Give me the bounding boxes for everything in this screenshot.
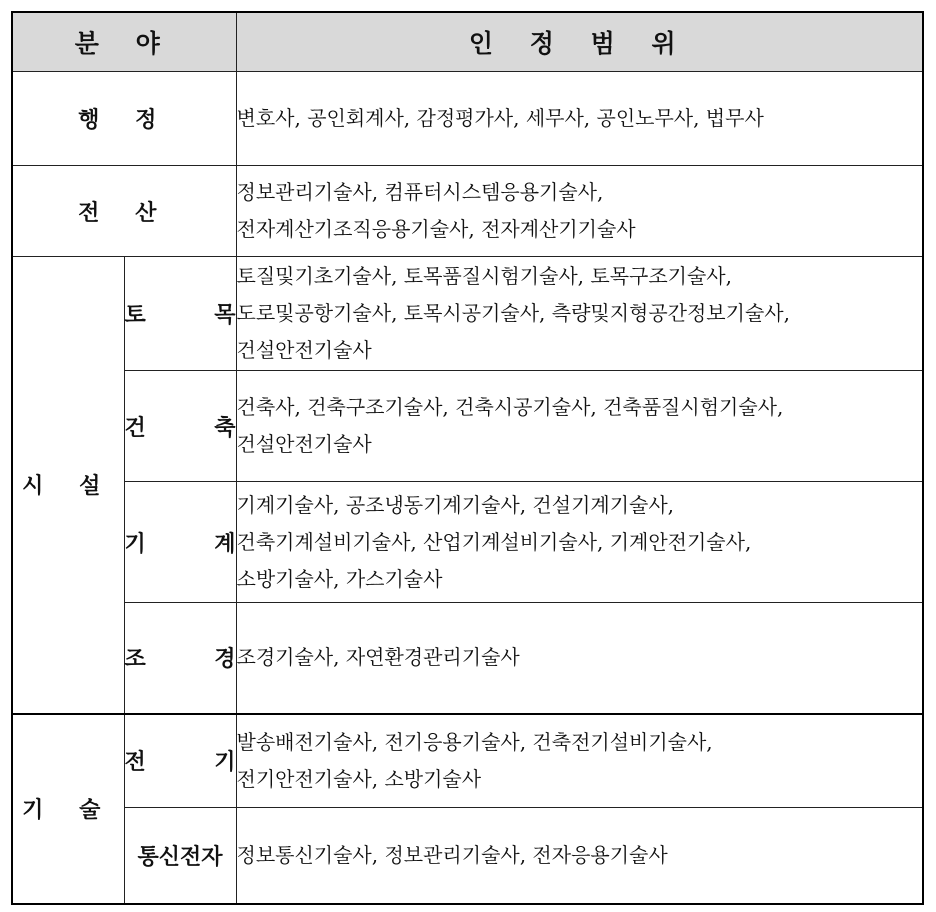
sub-architecture [124,371,236,482]
scope-line: 소방기술사, 가스기술사 [236,566,443,591]
table-row [12,257,923,371]
category-facility: 시 설 [12,257,124,714]
scope-computing [236,166,923,257]
scope-line: 변호사, 공인회계사, 감정평가사, 세무사, 공인노무사, 법무사 [236,106,764,130]
scope-line: 토질및기초기술사, 토목품질시험기술사, 토목구조기술사, [236,264,732,288]
sub-char: 전 [124,750,146,776]
scope-line: 건설안전기술사 [236,338,372,362]
sub-char: 건 [124,415,146,441]
scope-electrical [236,714,923,808]
table-row [12,72,923,166]
table-row [12,603,923,714]
table-row [12,371,923,482]
scope-admin [236,72,923,166]
sub-landscape [124,603,236,714]
sub-char: 목 [214,303,236,328]
sub-char: 토 [124,303,146,328]
scope-line: 기계기술사, 공조냉동기계기술사, 건설기계기술사, [236,492,675,517]
scope-telecom [236,808,923,904]
category-technology: 기 술 [12,714,124,904]
scope-line: 정보통신기술사, 정보관리기술사, 전자응용기술사 [236,842,668,867]
scope-landscape [236,603,923,714]
scope-line: 발송배전기술사, 전기응용기술사, 건축전기설비기술사, [236,729,713,754]
scope-architecture [236,371,923,482]
header-field: 분 야 [12,12,236,72]
category-admin: 행 정 [12,72,236,166]
scope-civil [236,257,923,371]
scope-line: 건설안전기술사 [236,432,372,456]
sub-char: 조 [124,647,146,673]
sub-label: 통신전자 [137,844,223,870]
sub-char: 경 [214,647,236,673]
table-row [12,482,923,603]
table-row [12,714,923,808]
header-row [12,12,923,72]
sub-mechanical [124,482,236,603]
scope-line: 건축기계설비기술사, 산업기계설비기술사, 기계안전기술사, [236,529,752,554]
scope-mechanical [236,482,923,603]
sub-char: 기 [124,531,146,557]
sub-char: 기 [214,750,236,776]
scope-line: 도로및공항기술사, 토목시공기술사, 측량및지형공간정보기술사, [236,301,790,325]
category-computing: 전 산 [12,166,236,257]
scope-line: 전기안전기술사, 소방기술사 [236,766,482,791]
scope-line: 조경기술사, 자연환경관리기술사 [236,645,520,670]
sub-electrical [124,714,236,808]
table-row [12,166,923,257]
sub-telecom [124,808,236,904]
scope-line: 전자계산기조직응용기술사, 전자계산기기술사 [236,217,636,241]
scope-line: 정보관리기술사, 컴퓨터시스템응용기술사, [236,180,604,204]
sub-char: 축 [214,415,236,441]
sub-civil [124,257,236,371]
header-scope: 인 정 범 위 [236,12,923,72]
table-row [12,808,923,904]
certification-scope-table [11,11,924,905]
sub-char: 계 [214,531,236,557]
scope-line: 건축사, 건축구조기술사, 건축시공기술사, 건축품질시험기술사, [236,395,784,419]
